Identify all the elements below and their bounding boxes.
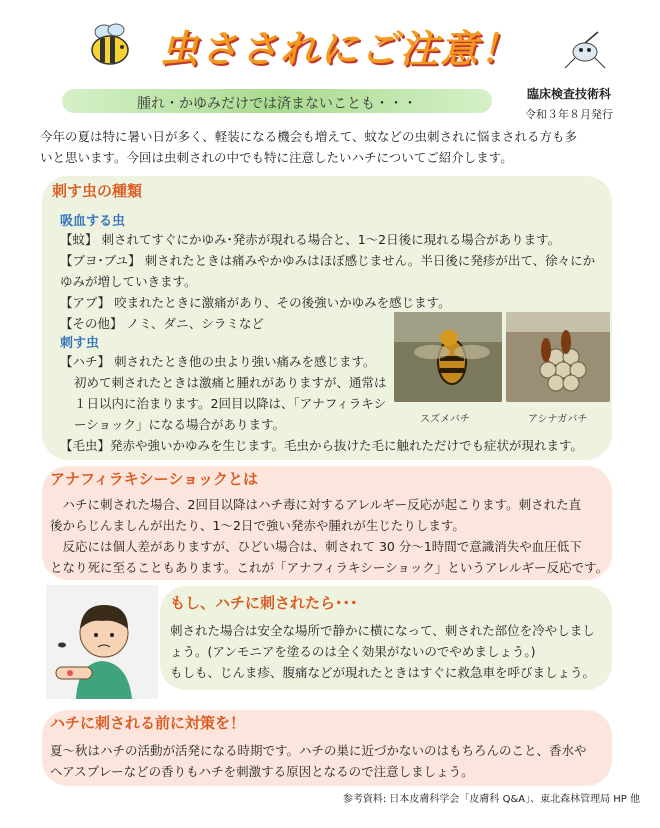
text-line: ょう。(アンモニアを塗るのは全く効果がないのでやめましょう。) [170,644,536,659]
reference-note: 参考資料: 日本皮膚科学会「皮膚科 Q&A」、東北森林管理局 HP 他 [342,794,640,805]
section-title: ハチに刺される前に対策を！ [50,714,246,732]
text-line: 刺された場合は安全な場所で静かに横になって、刺された部位を冷やしまし [170,623,595,638]
section-title: アナフィラキシーショックとは [50,470,259,488]
text-line: ゆみが増していきます。 [60,274,197,289]
stung-boy-illustration [46,585,158,699]
text-line: 【その他】 ノミ、ダニ、シラミなど [60,316,264,331]
text-line: 【ブヨ･ブユ】 刺されたときは痛みやかゆみはほぼ感じません。半日後に発疹が出て、徐々にか [60,253,596,268]
photo-caption: スズメバチ [420,414,470,425]
text-line: 夏～秋はハチの活動が活発になる時期です。ハチの巣に近づかないのはもちろんのこと、香水や [50,743,587,758]
section-title: 刺す虫の種類 [52,182,143,200]
page-title: 虫さされにご注意！ [160,27,521,71]
bee-illustration [86,22,136,68]
text-line: ハチに刺された場合、2回目以降はハチ毒に対するアレルギー反応が起こります。刺された直 [50,497,582,512]
hornet-photo [394,312,502,402]
stinging-list [60,351,400,435]
subsection-title: 吸血する虫 [60,214,126,229]
department: 臨床検査技術科 [527,87,612,101]
subsection-title: 刺す虫 [60,336,100,351]
text-line: ヘアスプレーなどの香りもハチを刺激する原因となるので注意しましょう。 [50,764,474,779]
text-line: となり死に至ることもあります。これが「アナフィラキシーショック」というアレルギー反応です。 [50,560,609,575]
intro-paragraph [40,126,630,168]
photo-caption: アシナガバチ [528,414,588,425]
intro-line: いと思います。今回は虫刺されの中でも特に注意したいハチについてご紹介します。 [40,150,513,165]
first-aid-text [170,620,610,683]
issue-date: 令和３年８月発行 [525,108,613,121]
prevention-text [50,740,610,782]
text-line: 初めて刺されたときは激痛と腫れがありますが、通常は [74,375,387,390]
subtitle: 腫れ・かゆみだけでは済まないことも・・・ [137,96,417,112]
anaphylaxis-text [50,494,610,578]
section-title: もし、ハチに刺されたら･･･ [170,594,358,612]
text-line: 【ハチ】 刺されたとき他の虫より強い痛みを感じます。 [60,354,376,369]
text-line: 後からじんましんが出たり、1～2日で強い発赤や腫れが生じたりします。 [50,518,465,533]
text-line: もしも、じんま疹、腹痛などが現れたときはすぐに救急車を呼びましょう。 [170,665,596,680]
paper-wasp-photo [506,312,610,402]
text-line: 【毛虫】発赤や強いかゆみを生じます。毛虫から抜けた毛に触れただけでも症状が現れます。 [60,438,584,453]
text-line: 【蚊】 刺されてすぐにかゆみ･発赤が現れる場合と、1～2日後に現れる場合があります。 [60,232,561,247]
text-line: 反応には個人差がありますが、ひどい場合は、刺されて 30 分～1時間で意識消失や血圧低下 [50,539,582,554]
text-line: １日以内に治まります。2回目以降は、「アナフィラキシ [74,396,387,411]
mosquito-illustration [560,30,610,72]
text-line: 【アブ】 咬まれたときに激痛があり、その後強いかゆみを感じます。 [60,295,451,310]
text-line: ーショック」になる場合があります。 [74,417,286,432]
intro-line: 今年の夏は特に暑い日が多く、軽装になる機会も増えて、蚊などの虫刺されに悩まされる方も多 [40,129,578,144]
